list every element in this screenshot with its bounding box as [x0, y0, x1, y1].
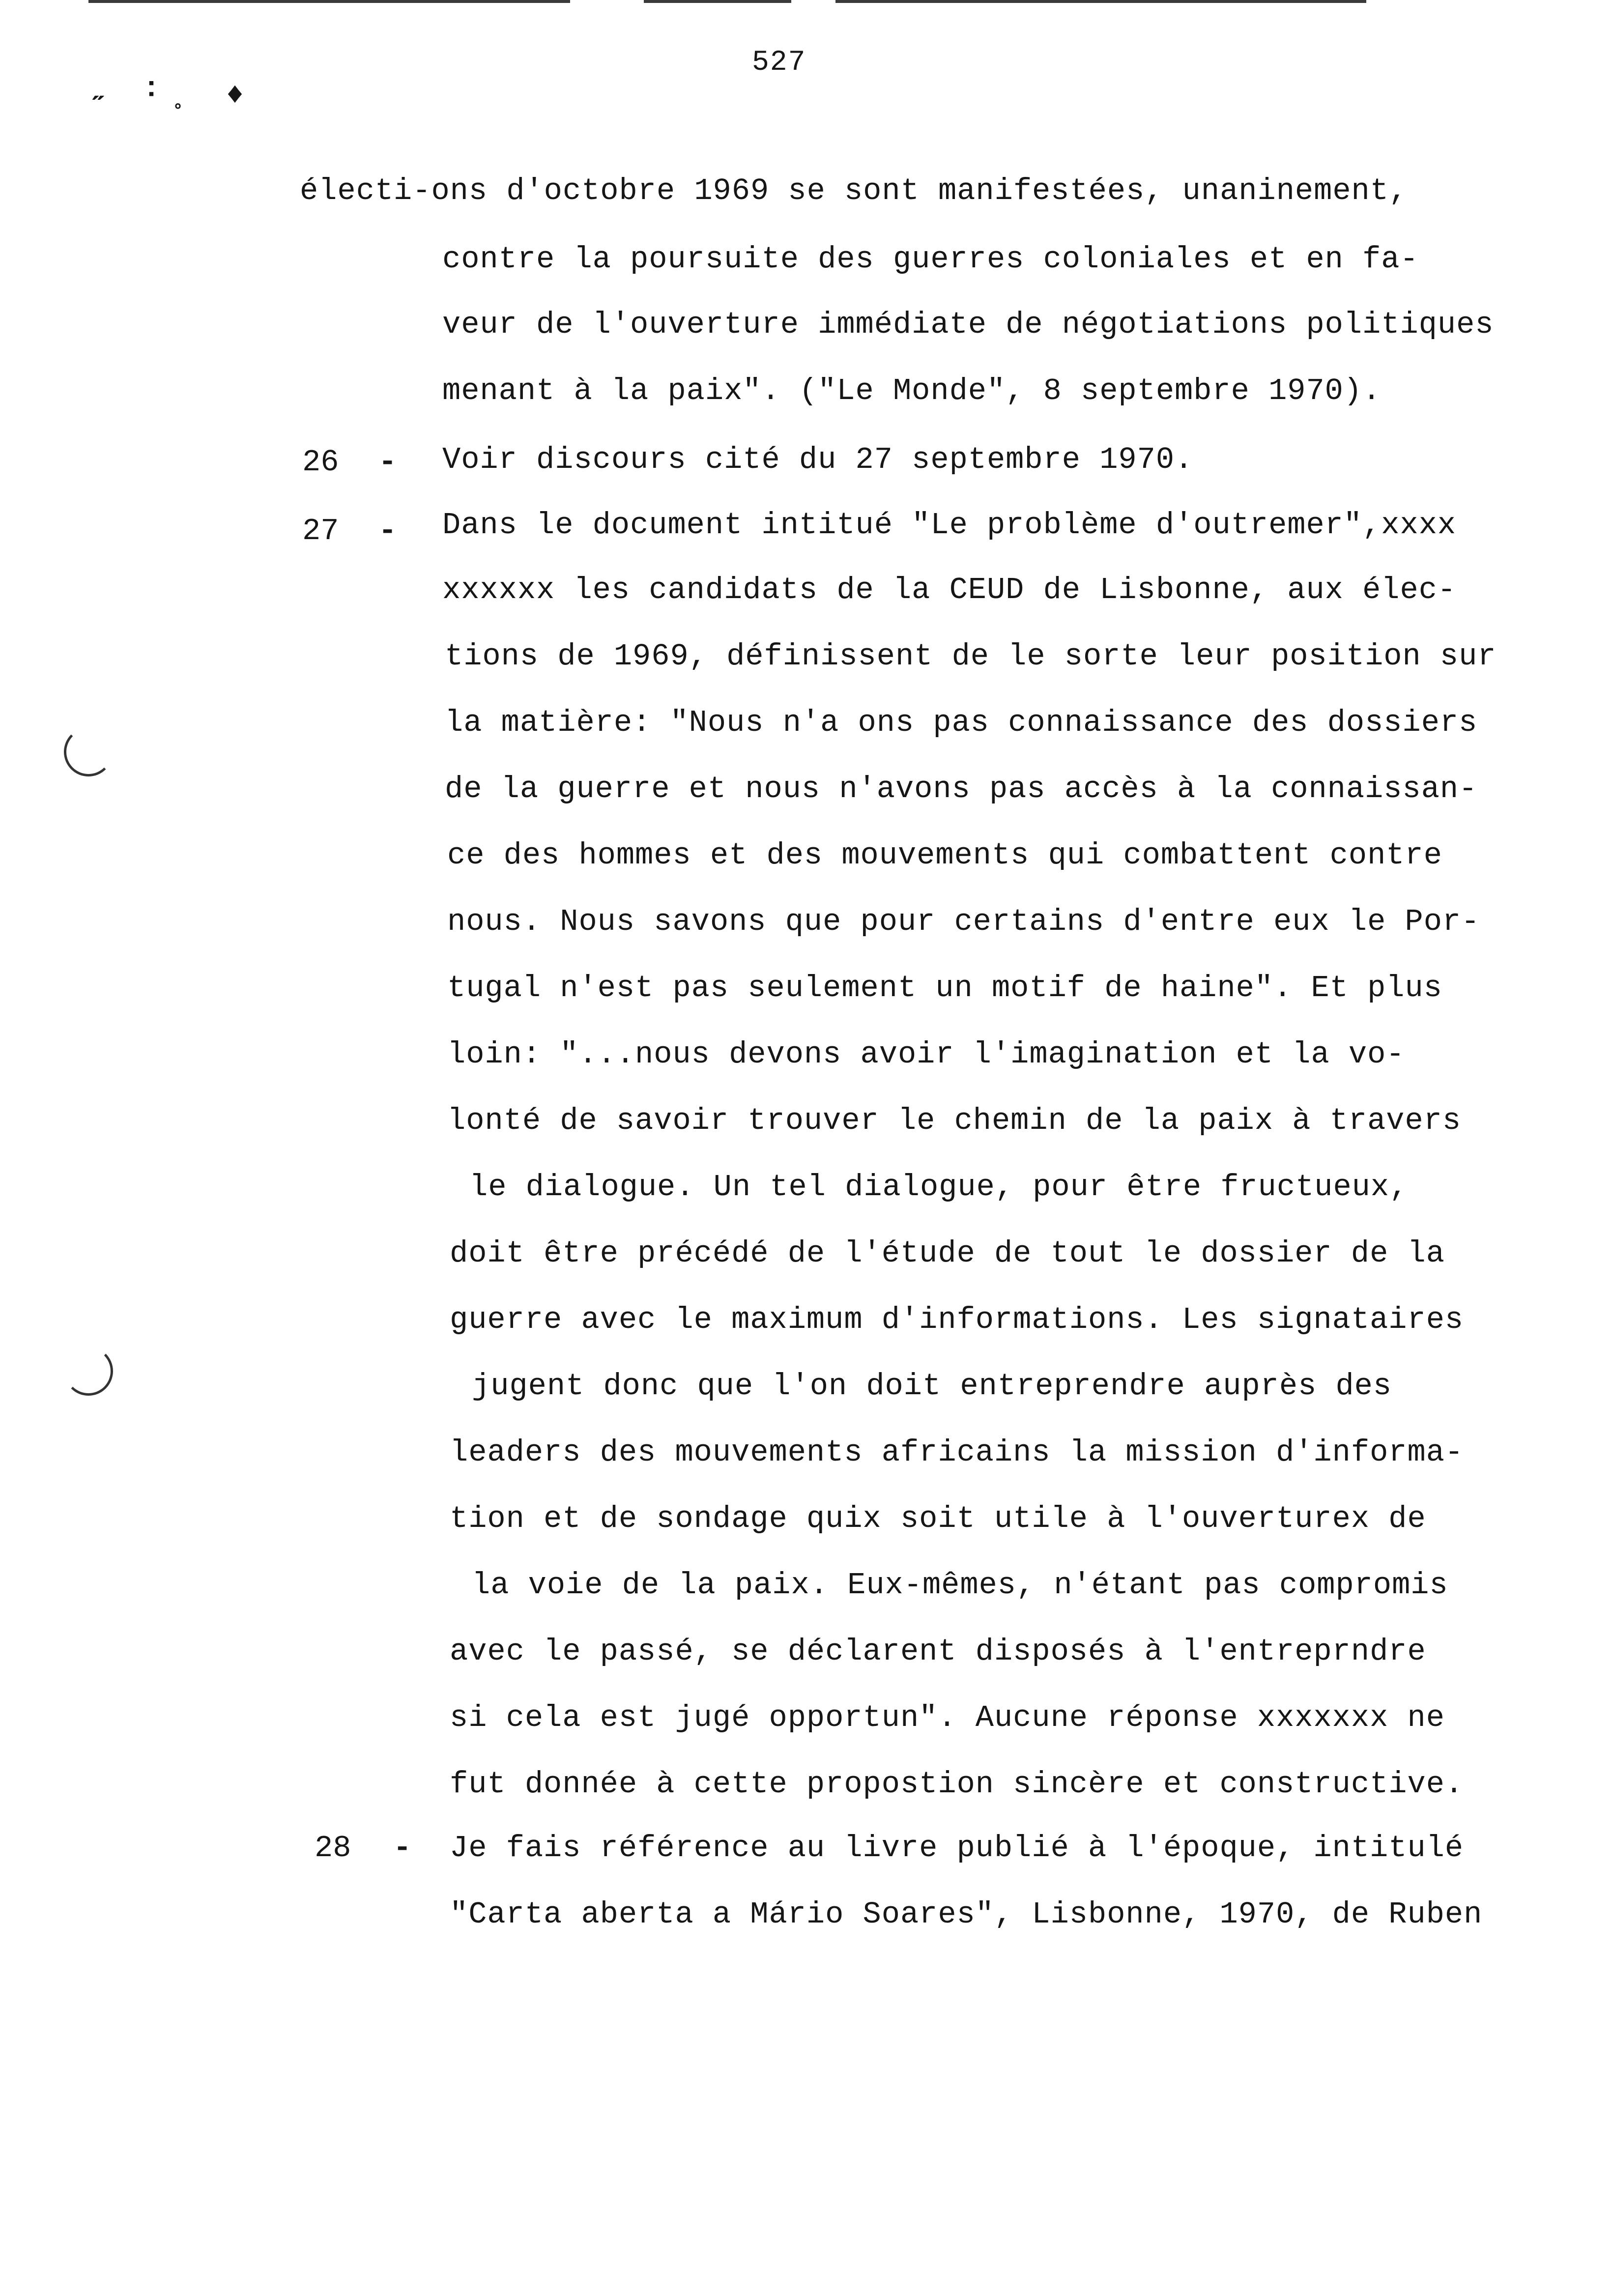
text-line: électi-ons d'octobre 1969 se sont manifestées, unaninement, [300, 173, 1408, 208]
top-rule-left [88, 0, 570, 3]
note-number-27: 27 [302, 514, 339, 548]
text-line: leaders des mouvements africains la mission d'informa- [450, 1435, 1464, 1470]
top-rule-right [835, 0, 1366, 3]
note-number-28: 28 [315, 1831, 351, 1866]
page-number: 527 [752, 47, 806, 79]
text-line: tion et de sondage quix soit utile à l'ouverturex de [450, 1501, 1426, 1536]
text-line: ce des hommes et des mouvements qui combattent contre [447, 838, 1442, 873]
corner-marks: ˶ ˸˳ ♦ [93, 79, 253, 112]
text-line: veur de l'ouverture immédiate de négotiations politiques [442, 307, 1494, 342]
text-line: tions de 1969, définissent de le sorte leur position sur [445, 639, 1497, 674]
text-line: Voir discours cité du 27 septembre 1970. [442, 442, 1194, 477]
text-line: "Carta aberta a Mário Soares", Lisbonne, 1970, de Ruben [450, 1897, 1483, 1932]
text-line: si cela est jugé opportun". Aucune réponse xxxxxxx ne [450, 1700, 1445, 1735]
text-line: tugal n'est pas seulement un motif de haine". Et plus [447, 971, 1442, 1005]
text-line: fut donnée à cette propostion sincère et constructive. [450, 1767, 1464, 1802]
text-line: Je fais référence au livre publié à l'époque, intitulé [450, 1831, 1464, 1866]
text-line: de la guerre et nous n'avons pas accès à la connaissan- [445, 772, 1478, 806]
text-line: lonté de savoir trouver le chemin de la paix à travers [447, 1103, 1462, 1138]
text-line: xxxxxx les candidats de la CEUD de Lisbonne, aux élec- [442, 573, 1457, 607]
text-line: doit être précédé de l'étude de tout le dossier de la [450, 1236, 1445, 1271]
punch-hole-bottom-icon [64, 1347, 113, 1396]
note-dash-27: - [378, 514, 397, 548]
top-rule-middle [644, 0, 791, 3]
text-line: loin: "...nous devons avoir l'imagination et la vo- [447, 1037, 1405, 1072]
text-line: menant à la paix". ("Le Monde", 8 septembre 1970). [442, 373, 1382, 408]
text-line: la voie de la paix. Eux-mêmes, n'étant pas compromis [472, 1568, 1448, 1603]
note-number-26: 26 [302, 445, 339, 480]
punch-hole-top-icon [64, 727, 113, 776]
text-line: nous. Nous savons que pour certains d'entre eux le Por- [447, 904, 1480, 939]
text-line: la matière: "Nous n'a ons pas connaissance des dossiers [445, 705, 1478, 740]
text-line: contre la poursuite des guerres coloniales et en fa- [442, 242, 1419, 277]
text-line: Dans le document intitué "Le problème d'outremer",xxxx [442, 508, 1457, 543]
note-dash-26: - [378, 445, 397, 480]
text-line: guerre avec le maximum d'informations. Les signataires [450, 1302, 1464, 1337]
text-line: le dialogue. Un tel dialogue, pour être fructueux, [469, 1170, 1409, 1205]
text-line: jugent donc que l'on doit entreprendre auprès des [472, 1369, 1392, 1404]
note-dash-28: - [393, 1831, 412, 1866]
text-line: avec le passé, se déclarent disposés à l'entreprndre [450, 1634, 1426, 1669]
